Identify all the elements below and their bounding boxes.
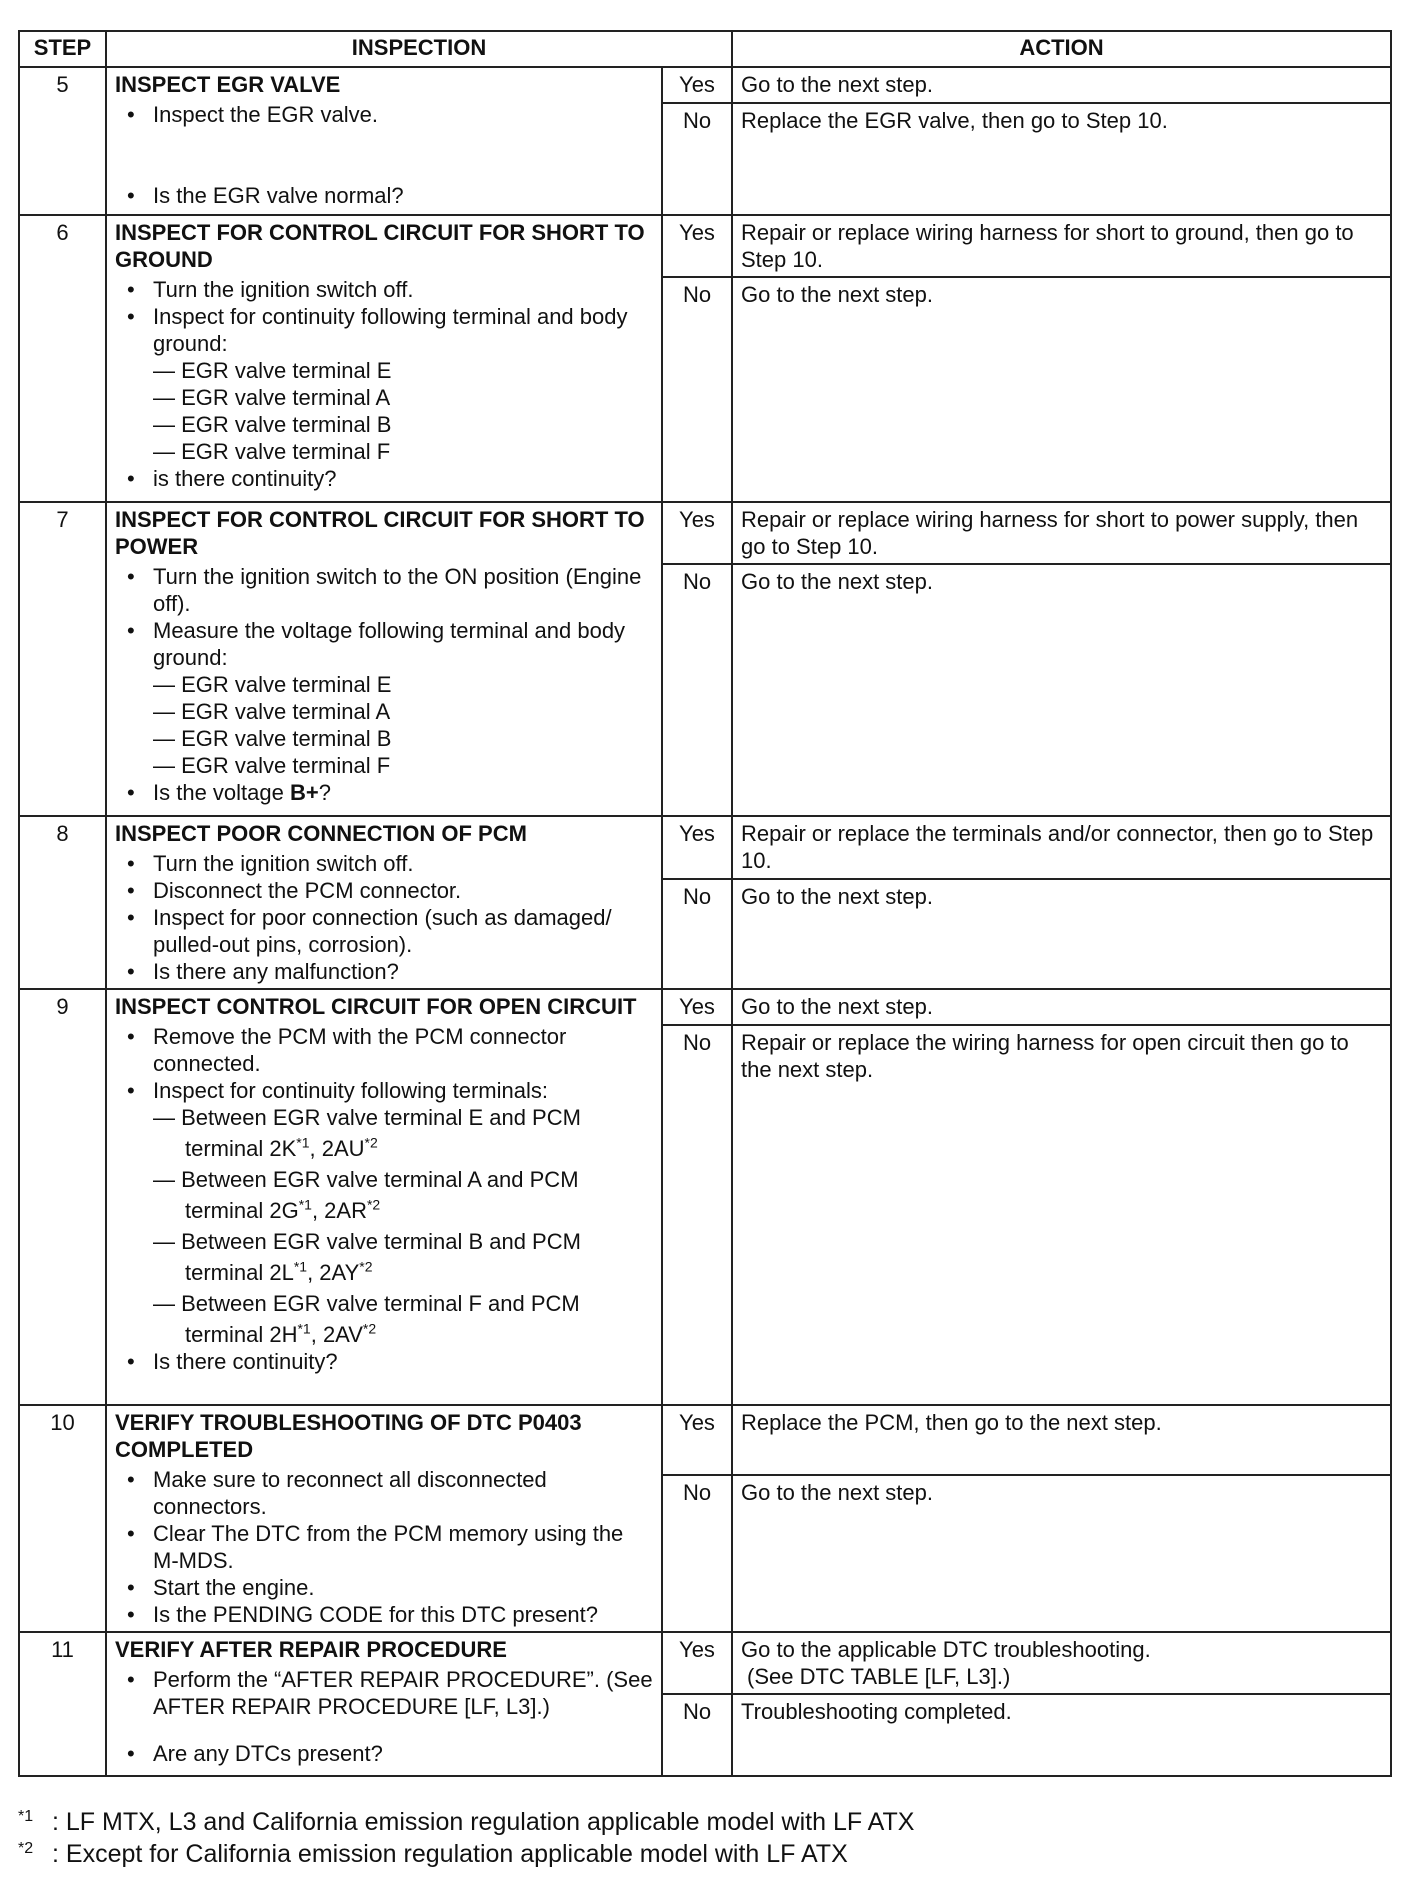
- inspection-question: [115, 779, 653, 806]
- step-title: INSPECT POOR CONNECTION OF PCM: [115, 821, 527, 846]
- step-number: 5: [19, 67, 106, 215]
- step-title: INSPECT FOR CONTROL CIRCUIT FOR SHORT TO GROUND: [115, 220, 645, 272]
- footnote-mark: *2: [18, 1840, 34, 1857]
- yes-action-text: Go to the applicable DTC troubleshooting.: [741, 1637, 1151, 1662]
- no-label: No: [662, 564, 732, 816]
- inspection-item: • Make sure to reconnect all disconnected connectors.: [115, 1466, 653, 1520]
- inspection-item: • Turn the ignition switch to the ON position (Engine off).: [115, 563, 653, 617]
- no-action: Troubleshooting completed.: [732, 1694, 1391, 1776]
- inspection-item: • Inspect the EGR valve.: [115, 101, 653, 128]
- inspection-item: • Perform the “AFTER REPAIR PROCEDURE”. (See AFTER REPAIR PROCEDURE [LF, L3].): [115, 1666, 653, 1720]
- inspection-item: [115, 1077, 653, 1348]
- footnote-mark: *1: [18, 1808, 34, 1825]
- terminal-item: — EGR valve terminal A: [153, 385, 391, 410]
- inspection-question: • is there continuity?: [115, 465, 653, 492]
- no-action: Replace the EGR valve, then go to Step 10.: [732, 103, 1391, 215]
- step-number: 10: [19, 1405, 106, 1632]
- yes-action: Repair or replace wiring harness for short to ground, then go to Step 10.: [732, 215, 1391, 277]
- yes-label: Yes: [662, 502, 732, 564]
- step-title: INSPECT EGR VALVE: [115, 72, 341, 97]
- pcm-terminal: terminal $2G^{*1}$, 2AR$^{*2}$: [185, 1196, 381, 1223]
- inspection-item: • Turn the ignition switch off.: [115, 850, 653, 877]
- inspection-question: • Is there continuity?: [115, 1348, 653, 1375]
- terminal-item: — EGR valve terminal F: [153, 439, 391, 464]
- footnotes: [18, 1806, 1390, 1870]
- inspection-item: [115, 617, 653, 779]
- terminal-pair: — Between EGR valve terminal A and PCM: [153, 1167, 579, 1192]
- step-inspection: [106, 989, 662, 1405]
- no-action: Go to the next step.: [732, 564, 1391, 816]
- inspection-question: • Is the PENDING CODE for this DTC present?: [115, 1601, 653, 1628]
- no-label: No: [662, 103, 732, 215]
- inspection-item-text: Inspect for continuity following terminals:: [153, 1078, 548, 1103]
- no-label: No: [662, 1694, 732, 1776]
- yes-label: Yes: [662, 816, 732, 879]
- terminal-pair: — Between EGR valve terminal E and PCM: [153, 1105, 581, 1130]
- yes-action: Replace the PCM, then go to the next step.: [732, 1405, 1391, 1475]
- yes-action: [732, 1632, 1391, 1694]
- yes-label: Yes: [662, 989, 732, 1025]
- inspection-item: • Disconnect the PCM connector.: [115, 877, 653, 904]
- footnote: [18, 1838, 1390, 1870]
- terminal-item: — EGR valve terminal E: [153, 358, 392, 383]
- step-title: INSPECT FOR CONTROL CIRCUIT FOR SHORT TO POWER: [115, 507, 645, 559]
- pcm-terminal: terminal $2K^{*1}$, 2AU$^{*2}$: [185, 1134, 378, 1161]
- troubleshooting-table: [18, 30, 1392, 1777]
- footnote: [18, 1806, 1390, 1838]
- question-text: Is the voltage: [153, 780, 284, 805]
- step-inspection: [106, 502, 662, 816]
- no-label: No: [662, 277, 732, 502]
- step-7-yes-row: [19, 502, 1391, 564]
- step-number: 6: [19, 215, 106, 502]
- yes-label: Yes: [662, 215, 732, 277]
- step-number: 7: [19, 502, 106, 816]
- step-number: 8: [19, 816, 106, 989]
- inspection-item: • Turn the ignition switch off.: [115, 276, 653, 303]
- terminal-item: — EGR valve terminal A: [153, 699, 391, 724]
- header-row: [19, 31, 1391, 67]
- step-inspection: [106, 1632, 662, 1776]
- inspection-question: • Are any DTCs present?: [115, 1740, 653, 1767]
- inspection-question: • Is the EGR valve normal?: [115, 182, 653, 209]
- yes-action: Go to the next step.: [732, 67, 1391, 103]
- inspection-item-text: Inspect for continuity following terminal and body ground:: [153, 304, 628, 356]
- inspection-item: [115, 303, 653, 465]
- inspection-item: • Clear The DTC from the PCM memory using the M-MDS.: [115, 1520, 653, 1574]
- inspection-item: • Start the engine.: [115, 1574, 653, 1601]
- terminal-item: — EGR valve terminal F: [153, 753, 391, 778]
- inspection-header: INSPECTION: [106, 31, 732, 67]
- terminal-pair: — Between EGR valve terminal B and PCM: [153, 1229, 581, 1254]
- inspection-question: • Is there any malfunction?: [115, 958, 653, 985]
- step-header: STEP: [19, 31, 106, 67]
- step-5-yes-row: [19, 67, 1391, 103]
- terminal-item: — EGR valve terminal E: [153, 672, 392, 697]
- yes-label: Yes: [662, 1405, 732, 1475]
- no-action: Go to the next step.: [732, 277, 1391, 502]
- step-8-yes-row: [19, 816, 1391, 879]
- step-9-yes-row: [19, 989, 1391, 1025]
- step-number: 11: [19, 1632, 106, 1776]
- yes-label: Yes: [662, 1632, 732, 1694]
- yes-action: Repair or replace the terminals and/or connector, then go to Step 10.: [732, 816, 1391, 879]
- no-action: Go to the next step.: [732, 879, 1391, 989]
- step-10-yes-row: [19, 1405, 1391, 1475]
- no-action: Go to the next step.: [732, 1475, 1391, 1632]
- footnote-text: : LF MTX, L3 and California emission regulation applicable model with LF ATX: [52, 1808, 915, 1836]
- step-title: VERIFY AFTER REPAIR PROCEDURE: [115, 1637, 507, 1662]
- step-11-yes-row: [19, 1632, 1391, 1694]
- pcm-terminal: terminal $2H^{*1}$, 2AV$^{*2}$: [185, 1320, 377, 1347]
- terminal-item: — EGR valve terminal B: [153, 726, 392, 751]
- step-number: 9: [19, 989, 106, 1405]
- action-header: ACTION: [732, 31, 1391, 67]
- footnote-text: : Except for California emission regulation applicable model with LF ATX: [52, 1840, 848, 1868]
- no-label: No: [662, 1025, 732, 1405]
- step-inspection: [106, 67, 662, 215]
- step-inspection: [106, 816, 662, 989]
- yes-label: Yes: [662, 67, 732, 103]
- inspection-item-text: Measure the voltage following terminal and body ground:: [153, 618, 626, 670]
- terminal-pair: — Between EGR valve terminal F and PCM: [153, 1291, 580, 1316]
- step-inspection: [106, 215, 662, 502]
- step-title: INSPECT CONTROL CIRCUIT FOR OPEN CIRCUIT: [115, 994, 637, 1019]
- pcm-terminal: terminal $2L^{*1}$, 2AY$^{*2}$: [185, 1258, 373, 1285]
- no-action: Repair or replace the wiring harness for open circuit then go to the next step.: [732, 1025, 1391, 1405]
- step-title: VERIFY TROUBLESHOOTING OF DTC P0403 COMPLETED: [115, 1410, 582, 1462]
- dtc-table-reference: (See DTC TABLE [LF, L3].): [747, 1664, 1011, 1689]
- no-label: No: [662, 1475, 732, 1632]
- step-6-yes-row: [19, 215, 1391, 277]
- yes-action: Go to the next step.: [732, 989, 1391, 1025]
- yes-action: Repair or replace wiring harness for short to power supply, then go to Step 10.: [732, 502, 1391, 564]
- inspection-item: • Inspect for poor connection (such as damaged/ pulled-out pins, corrosion).: [115, 904, 653, 958]
- voltage-value: B+: [290, 780, 319, 805]
- question-mark: ?: [318, 780, 331, 805]
- inspection-item: • Remove the PCM with the PCM connector connected.: [115, 1023, 653, 1077]
- step-inspection: [106, 1405, 662, 1632]
- terminal-item: — EGR valve terminal B: [153, 412, 392, 437]
- no-label: No: [662, 879, 732, 989]
